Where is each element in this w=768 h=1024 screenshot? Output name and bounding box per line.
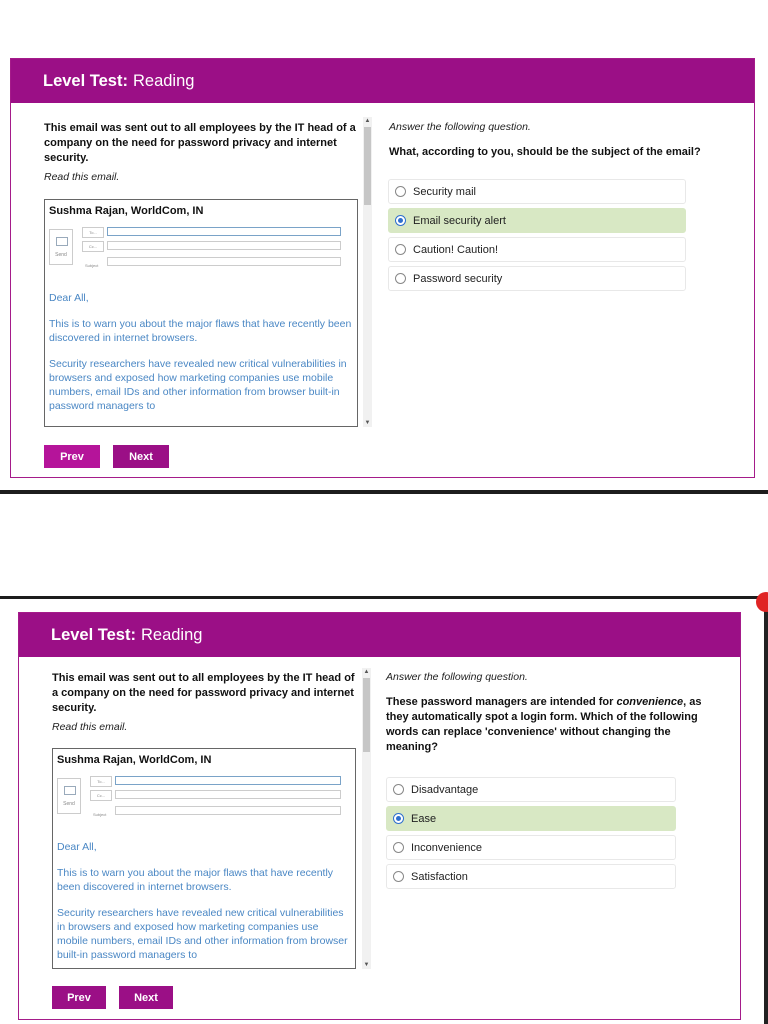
question-instruction: Answer the following question.: [389, 121, 531, 133]
answer-option[interactable]: [388, 266, 686, 291]
email-paragraph: This is to warn you about the major flaws that have recently been discovered in internet browsers.: [57, 867, 334, 893]
answer-option[interactable]: [386, 835, 676, 860]
email-sender: Sushma Rajan, WorldCom, IN: [49, 205, 204, 217]
subject-label: Subject: [93, 812, 107, 817]
answer-option[interactable]: [386, 777, 676, 802]
radio-button-checked[interactable]: [393, 813, 404, 824]
emphasis-word: convenience: [616, 696, 684, 708]
reading-panel-2: [18, 612, 741, 1020]
radio-button-checked[interactable]: [395, 215, 406, 226]
email-greeting: Dear All,: [57, 841, 97, 853]
panel-header: [11, 59, 754, 103]
subject-field: [115, 806, 341, 815]
send-icon: Send: [57, 778, 81, 814]
send-icon: Send: [49, 229, 73, 265]
question-text: These password managers are intended for convenience, as they automatically spot a login form. Which of the following words can replace 'convenience' without changing the meaning?: [386, 696, 702, 753]
answer-option-selected[interactable]: [388, 208, 686, 233]
option-label: Inconvenience: [411, 841, 482, 854]
read-prompt: Read this email.: [44, 171, 120, 183]
reading-panel-1: [10, 58, 755, 478]
email-paragraph: Security researchers have revealed new critical vulnerabilities in browsers and exposed how marketing companies use mobile numbers, email IDs and other information from browser built-in password managers to: [49, 358, 347, 412]
radio-button[interactable]: [393, 842, 404, 853]
email-preview[interactable]: [44, 199, 358, 427]
scroll-up-icon[interactable]: ▲: [364, 118, 371, 124]
passage-scrollbar[interactable]: [363, 117, 372, 427]
question-column: [386, 671, 706, 755]
passage-scrollbar[interactable]: [362, 668, 371, 969]
email-compose-mock: [57, 776, 355, 830]
cc-label: Cc...: [90, 790, 112, 801]
prev-button[interactable]: Prev: [52, 986, 106, 1009]
radio-button[interactable]: [393, 784, 404, 795]
to-label: To...: [90, 776, 112, 787]
screenshot-divider: [0, 596, 768, 599]
header-title: Reading: [140, 625, 203, 644]
answer-options: [386, 777, 676, 893]
cc-label: Cc...: [82, 241, 104, 252]
answer-option[interactable]: [388, 179, 686, 204]
screenshot-edge: [764, 599, 768, 1024]
subject-field: [107, 257, 341, 266]
passage-intro: This email was sent out to all employees by the IT head of a company on the need for password privacy and internet security.: [44, 122, 356, 164]
subject-label: Subject: [85, 263, 99, 268]
option-label: Satisfaction: [411, 870, 468, 883]
email-greeting: Dear All,: [49, 292, 89, 304]
to-field: [107, 227, 341, 236]
question-text: What, according to you, should be the subject of the email?: [389, 146, 701, 158]
scroll-up-icon[interactable]: ▲: [363, 669, 370, 675]
header-title-bold: Level Test:: [51, 625, 136, 644]
passage-column: [44, 121, 362, 183]
option-label: Password security: [413, 272, 503, 285]
option-label: Disadvantage: [411, 783, 479, 796]
email-compose-mock: [49, 227, 357, 281]
answer-options: [388, 179, 686, 295]
cc-field: [107, 241, 341, 250]
answer-option-selected[interactable]: [386, 806, 676, 831]
radio-button[interactable]: [395, 244, 406, 255]
next-button[interactable]: Next: [119, 986, 173, 1009]
cc-field: [115, 790, 341, 799]
option-label: Security mail: [413, 185, 476, 198]
answer-option[interactable]: [386, 864, 676, 889]
email-body: [53, 840, 355, 962]
next-button[interactable]: Next: [113, 445, 169, 468]
passage-column: [52, 671, 362, 733]
option-label: Email security alert: [413, 214, 506, 227]
email-preview[interactable]: [52, 748, 356, 969]
question-instruction: Answer the following question.: [386, 671, 528, 683]
to-label: To...: [82, 227, 104, 238]
header-title-bold: Level Test:: [43, 71, 128, 90]
scroll-down-icon[interactable]: ▼: [363, 962, 370, 968]
scroll-down-icon[interactable]: ▼: [364, 420, 371, 426]
question-column: [389, 121, 729, 160]
passage-intro: This email was sent out to all employees by the IT head of a company on the need for password privacy and internet security.: [52, 672, 355, 714]
to-field: [115, 776, 341, 785]
email-paragraph: Security researchers have revealed new critical vulnerabilities in browsers and exposed how marketing companies use mobile numbers, email IDs and other information from browser built-in password managers to: [57, 907, 348, 961]
option-label: Caution! Caution!: [413, 243, 498, 256]
email-body: [45, 291, 357, 413]
scroll-thumb[interactable]: [364, 127, 371, 205]
prev-button[interactable]: Prev: [44, 445, 100, 468]
radio-button[interactable]: [395, 273, 406, 284]
email-paragraph: This is to warn you about the major flaws that have recently been discovered in internet browsers.: [49, 318, 352, 344]
radio-button[interactable]: [393, 871, 404, 882]
scroll-thumb[interactable]: [363, 678, 370, 752]
option-label: Ease: [411, 812, 437, 825]
panel-header: [19, 613, 740, 657]
screenshot-divider: [0, 490, 768, 494]
header-title: Reading: [132, 71, 195, 90]
close-badge-icon[interactable]: [756, 592, 768, 612]
read-prompt: Read this email.: [52, 721, 128, 733]
answer-option[interactable]: [388, 237, 686, 262]
radio-button[interactable]: [395, 186, 406, 197]
email-sender: Sushma Rajan, WorldCom, IN: [57, 754, 212, 766]
